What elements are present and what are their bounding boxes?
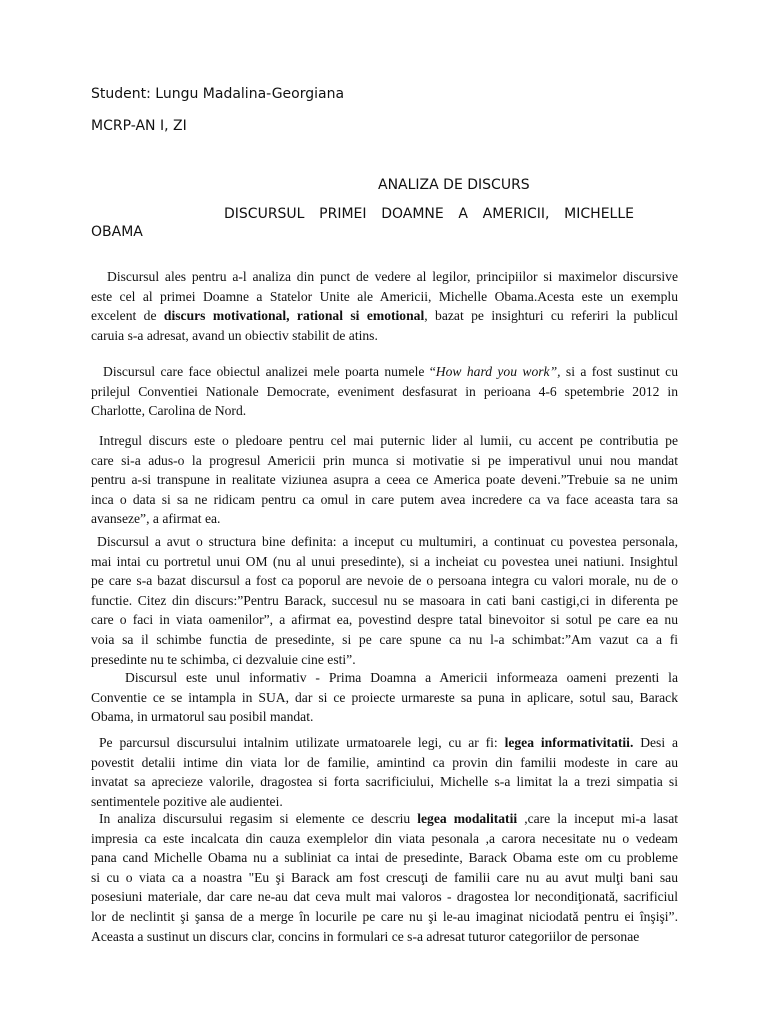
text-segment: Discursul care face obiectul analizei mele poarta numele “ — [103, 364, 436, 379]
paragraph-5 — [91, 668, 678, 727]
paragraph-line: povestit detalii intime din viata lor de familie, amintind ca provin din familii modeste in care au — [91, 754, 678, 770]
paragraph-line: care si-a adus-o la progresul Americii prin munca si motivatie si pe imperativul unui nou mandat — [91, 452, 678, 468]
student-group: MCRP-AN I, ZI — [91, 118, 187, 134]
text-segment: , bazat pe insighturi cu referiri la publicul — [424, 308, 678, 324]
paragraph-4 — [91, 532, 678, 669]
paragraph-line: pentru a-si transpune in realitate viziunea asupra a ceea ce America poate deveni.”Trebuie sa ne unim — [91, 472, 678, 488]
paragraph-line: caruia s-a adresat, avand un obiectiv stabilit de atins. — [91, 327, 378, 343]
text-segment: si a fost sustinut cu — [560, 364, 679, 379]
paragraph-6 — [91, 733, 678, 811]
text-segment: excelent de — [91, 308, 164, 324]
document-title: ANALIZA DE DISCURS — [378, 177, 530, 193]
paragraph-2 — [91, 362, 678, 421]
paragraph-line — [91, 809, 678, 829]
emphasis-text: discurs motivational, rational si emotional — [163, 308, 425, 324]
paragraph-line: Obama, in urmatorul sau posibil mandat. — [91, 709, 314, 725]
paragraph-line: lor de neclintit şi şansa de a merge în locurile pe care nu şi le-au imaginat niciodată pentru ei înşişi”. — [91, 908, 678, 924]
paragraph-line: Discursul ales pentru a-l analiza din punct de vedere al legilor, principiilor si maximelor discursive — [107, 269, 678, 284]
paragraph-line: si cu o viata ca a noastra "Eu şi Barack am fost crescuţi de familii care nu au avut mulţi bani sau — [91, 869, 678, 885]
student-name: Student: Lungu Madalina-Georgiana — [91, 86, 345, 102]
paragraph-line: impresia ca este incalcata din cauza exemplelor din viata pesonala ,a carora necesitate nu o vedeam — [91, 830, 678, 846]
paragraph-line: invatat sa aprecieze valorile, dragostea si forta sacrificiului, Michelle s-a limitat la a trezi simpatia si — [91, 774, 678, 790]
emphasis-text: legea modalitatii — [417, 811, 518, 826]
paragraph-line: inca o data si sa ne ridicam pentru ca omul in care putem avea incredere ca va face aceasta tara sa — [91, 491, 678, 507]
paragraph-line: voia sa il schimbe functia de presedinte, si pe care spune ca nu l-a schimbat:”Am vazut ca a fi — [91, 631, 678, 647]
paragraph-line: prilejul Conventiei Nationale Democrate, eveniment desfasurat in perioana 4-6 spetembrie 2012 in — [91, 383, 678, 399]
paragraph-1 — [91, 267, 678, 345]
paragraph-3 — [91, 431, 678, 529]
paragraph-line: pe care s-a bazat discursul a fost ca poporul are nevoie de o persoana integra cu valori morale, nu de o — [91, 573, 678, 589]
emphasis-text: How hard you work”, — [435, 364, 561, 379]
text-segment: Pe parcursul discursului intalnim utilizate urmatoarele legi, cu ar fi: — [99, 735, 505, 750]
text-segment: Desi a — [633, 735, 678, 750]
paragraph-line: presedinte nu te schimba, ci dezvaluie cine esti”. — [91, 651, 356, 667]
paragraph-line: Charlotte, Carolina de Nord. — [91, 403, 247, 419]
paragraph-line: functie. Citez din discurs:”Pentru Barack, succesul nu se masoara in cati bani castigi,ci in diferenta pe — [91, 592, 678, 608]
paragraph-line — [91, 733, 678, 753]
paragraph-line: este cel al primei Doamne a Statelor Unite ale Americii, Michelle Obama.Acesta este un exemplu — [91, 288, 678, 304]
paragraph-line: care o faci in viata oamenilor”, a afirmat ea, povestind despre tatal binevoitor si sotul pe care ea nu — [91, 612, 678, 628]
text-segment: ,care la inceput mi-a lasat — [517, 811, 678, 826]
paragraph-line: avanseze”, a afirmat ea. — [91, 511, 221, 527]
paragraph-line: Discursul a avut o structura bine definita: a inceput cu multumiri, a continuat cu povestea personala, — [97, 534, 678, 549]
paragraph-line: sentimentele pozitive ale audientei. — [91, 793, 283, 809]
document-subtitle: DISCURSUL PRIMEI DOAMNE A AMERICII, MICHELLE OBAMA — [91, 206, 634, 240]
paragraph-line: Intregul discurs este o pledoare pentru cel mai puternic lider al lumii, cu accent pe contributia pe — [99, 433, 678, 448]
paragraph-7 — [91, 809, 678, 946]
paragraph-line: Aceasta a sustinut un discurs clar, concins in formulari ce s-a adresat tuturor categoriilor de personae — [91, 928, 640, 944]
paragraph-line — [91, 362, 678, 382]
paragraph-line — [91, 306, 678, 326]
paragraph-line: pana cand Michelle Obama nu a subliniat ca intai de presedinte, Barack Obama este om cu probleme — [91, 850, 678, 866]
paragraph-line: mai intai cu portretul unui OM (nu al unui presedinte), si a incheiat cu povestea unei natiuni. Insightul — [91, 553, 678, 569]
paragraph-line: Discursul este unul informativ - Prima Doamna a Americii informeaza oameni prezenti la — [125, 670, 678, 685]
emphasis-text: legea informativitatii. — [504, 735, 634, 750]
paragraph-line: Conventie ce se intampla in SUA, dar si ce proiecte urmareste sa puna in aplicare, sotul sau, Barack — [91, 689, 678, 705]
text-segment: In analiza discursului regasim si elemente ce descriu — [99, 811, 418, 826]
paragraph-line: posesiuni materiale, dar care ne-au dat ceva mult mai valoros - dragostea lor necondiţionată, sacrificiul — [91, 889, 678, 905]
